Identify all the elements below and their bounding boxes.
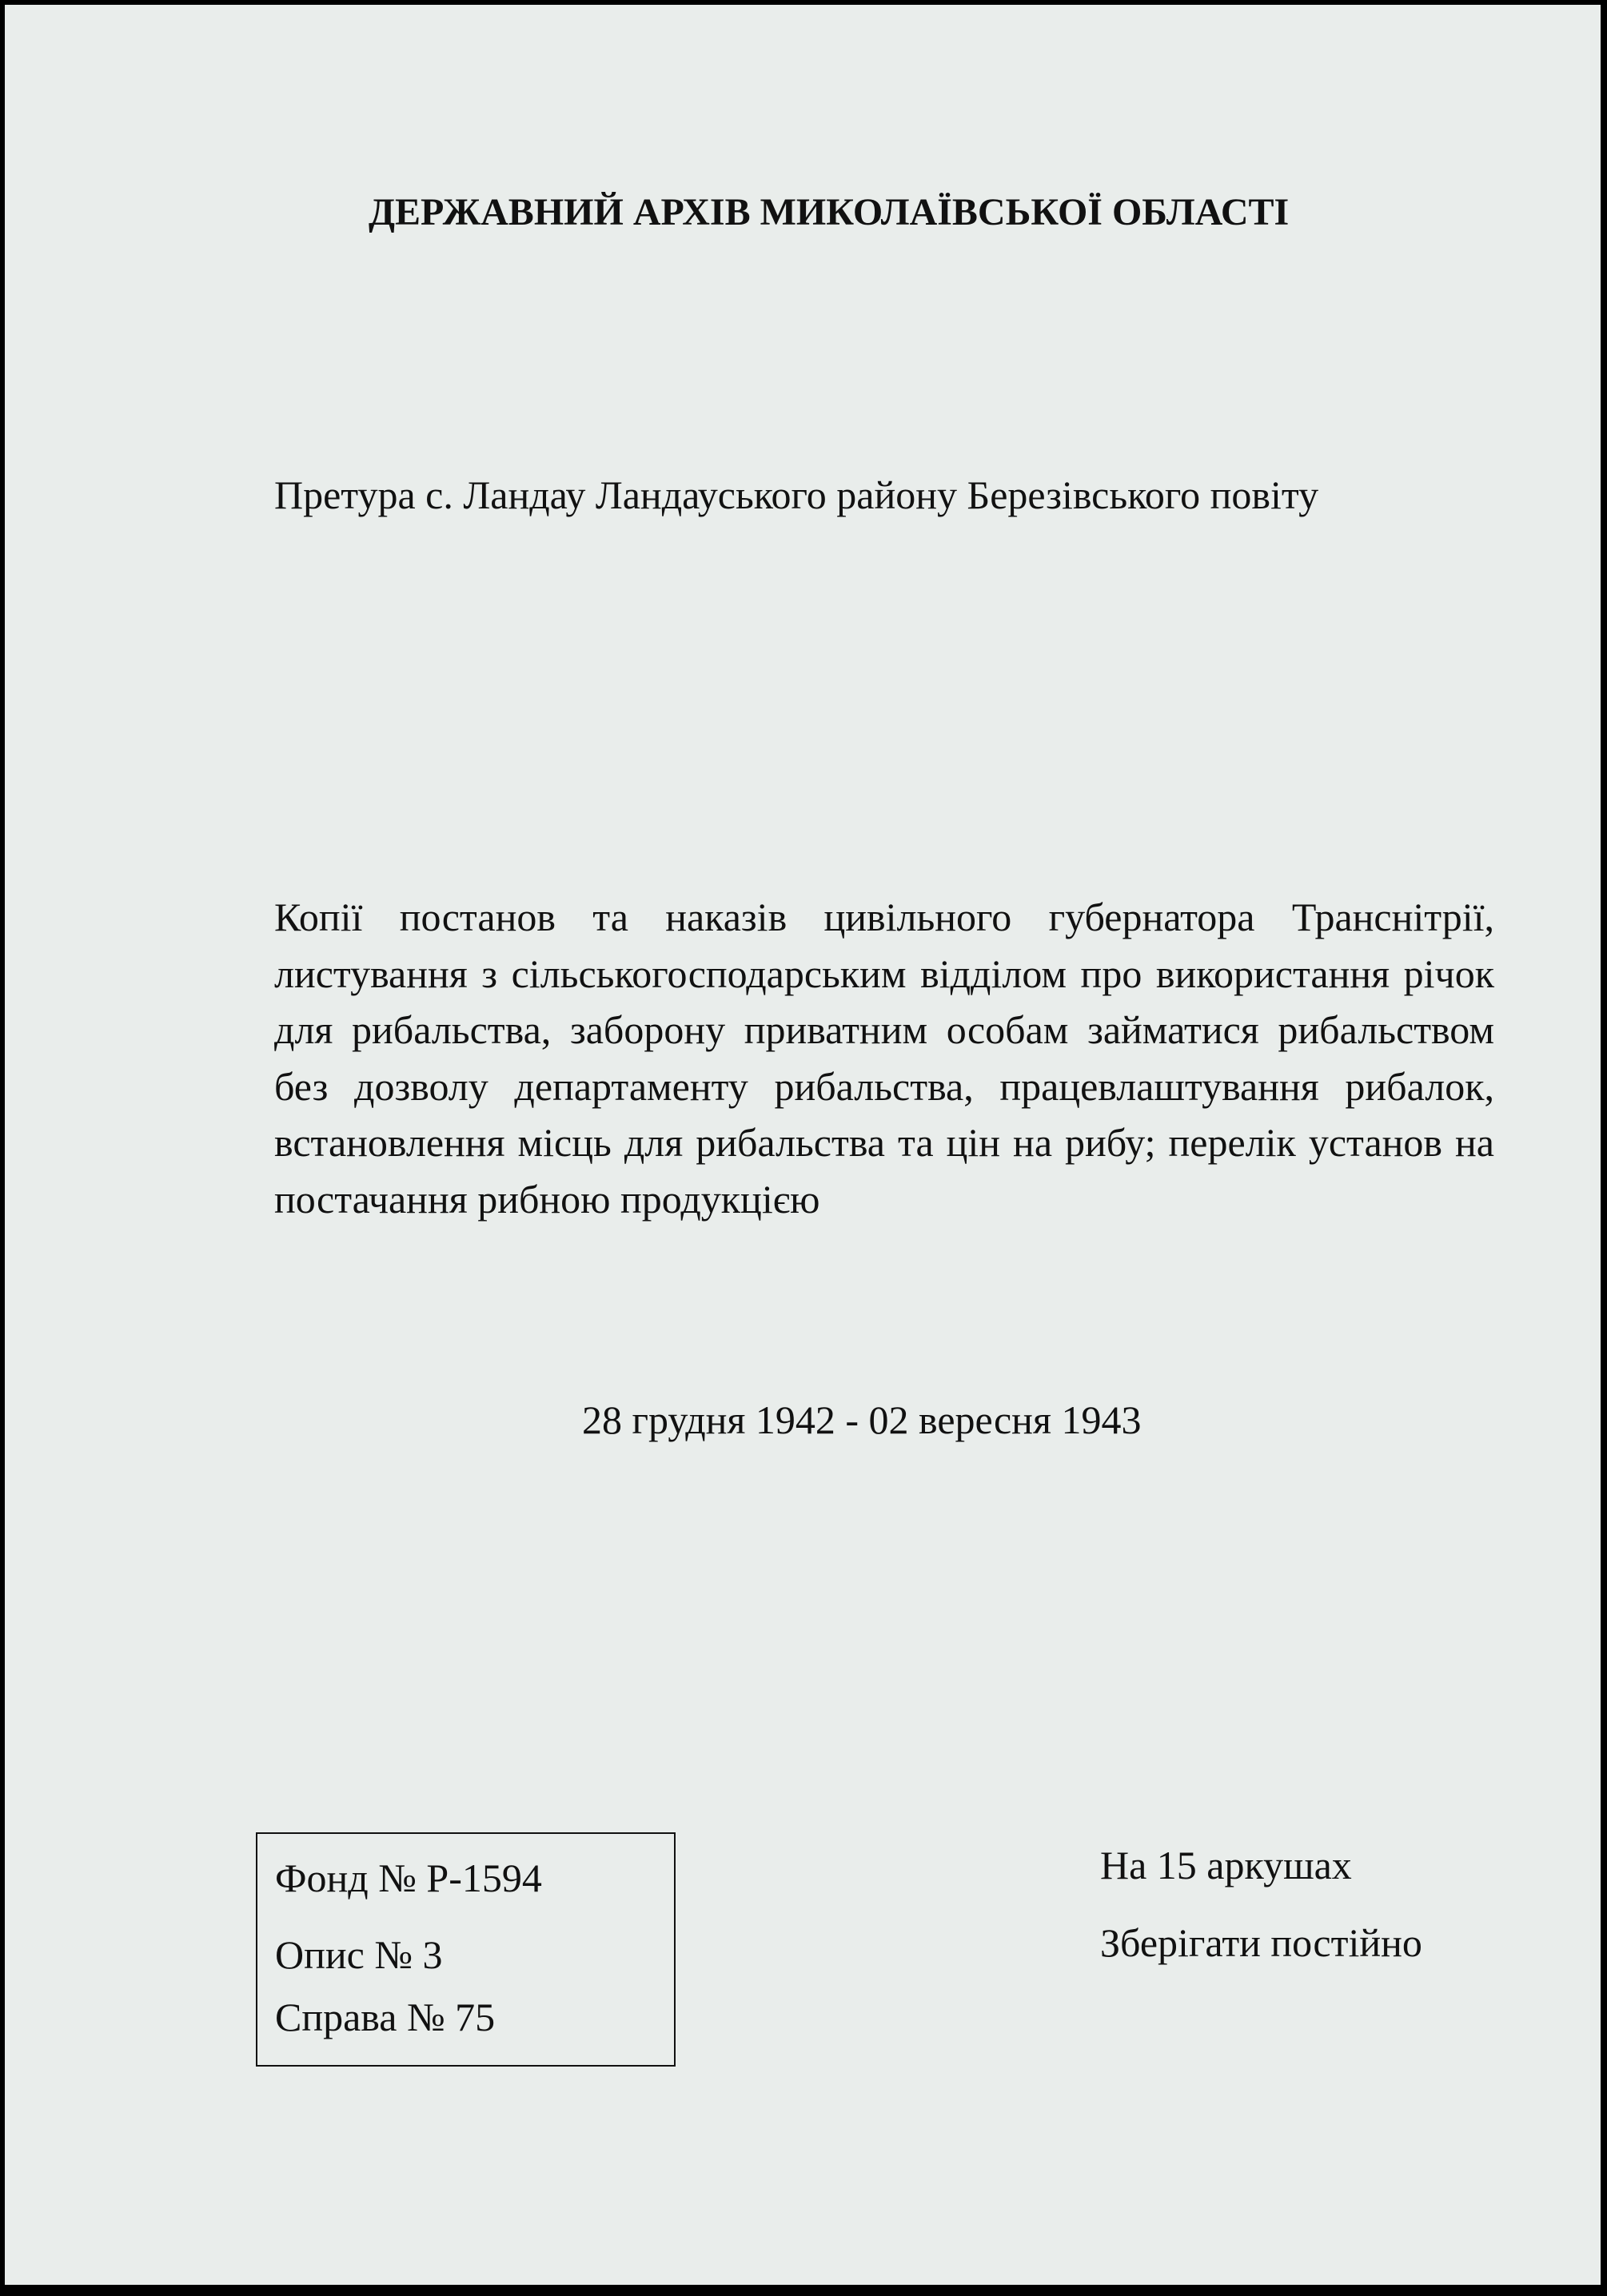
document-page <box>5 5 1601 2285</box>
sprava-number: Справа № 75 <box>275 1995 496 2039</box>
date-range: 28 грудня 1942 - 02 вересня 1943 <box>582 1397 1142 1442</box>
archive-reference-box <box>256 1832 676 2067</box>
file-description: Копії постанов та наказів цивільного губернатора Транснітрії, листування з сільськогосподарським відділом про використання річок для рибальства, заборону приватним особам займатися рибальством без дозволу департаменту рибальства, працевлаштування рибалок, встановлення місць для рибальства та цін на рибу; перелік установ на постачання рибною продукцією <box>274 895 1494 1222</box>
sheet-count: На 15 аркушах <box>1100 1843 1352 1887</box>
archive-title: ДЕРЖАВНИЙ АРХІВ МИКОЛАЇВСЬКОЇ ОБЛАСТІ <box>369 191 1290 233</box>
fond-number: Фонд № Р-1594 <box>275 1856 542 1900</box>
institution-name: Претура с. Ландау Ландауського району Березівського повіту <box>274 472 1319 517</box>
retention-note: Зберігати постійно <box>1100 1920 1422 1965</box>
opys-number: Опис № 3 <box>275 1932 443 1977</box>
